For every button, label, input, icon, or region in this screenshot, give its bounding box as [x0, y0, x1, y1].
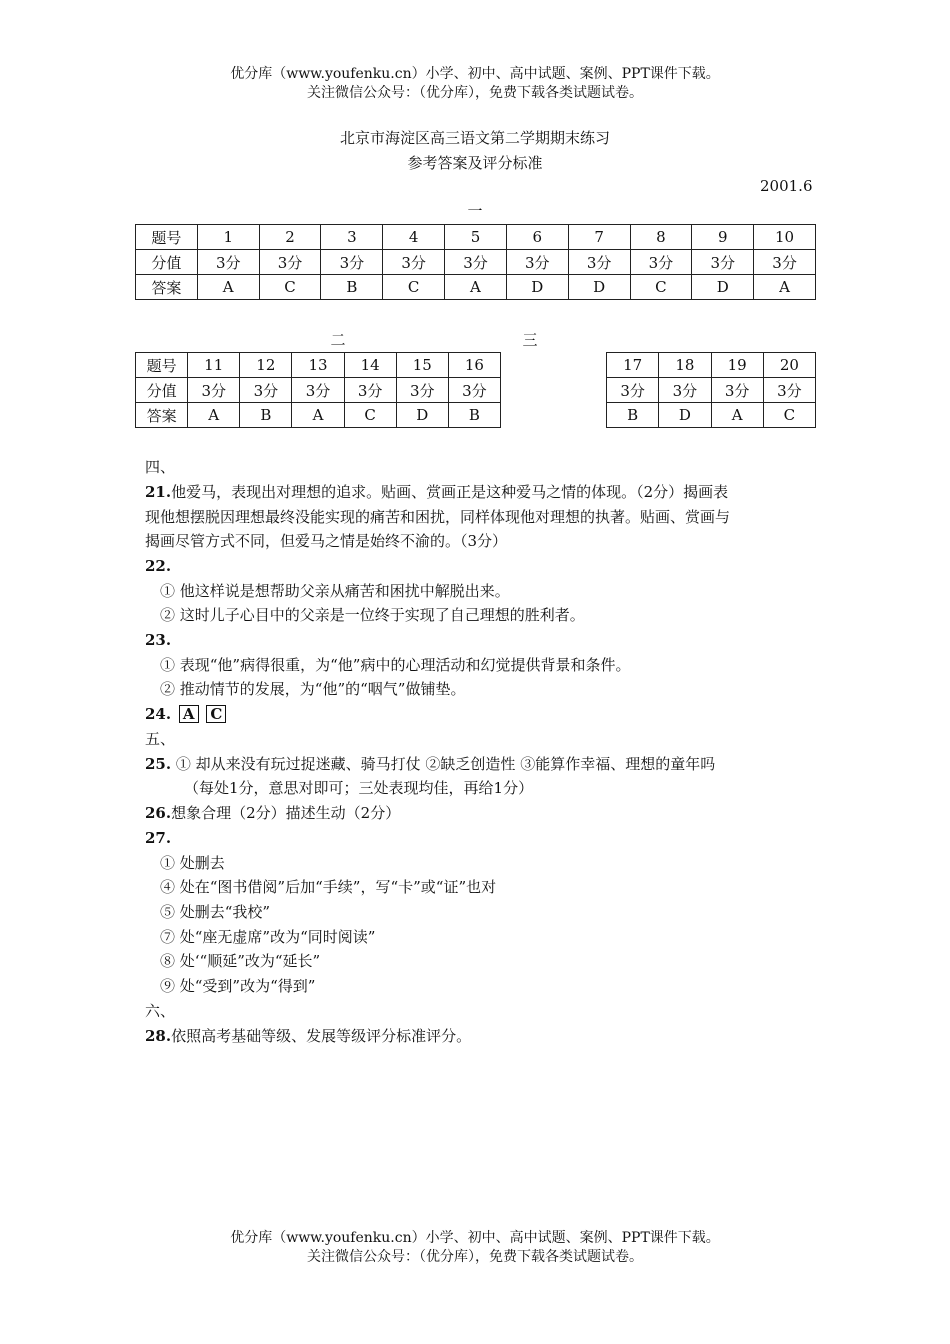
table-cell: 3分 — [763, 378, 815, 403]
question-number: 25. — [145, 755, 172, 773]
table-cell: 20 — [763, 353, 815, 378]
table-cell: 3分 — [292, 378, 344, 403]
table-cell: 3分 — [383, 250, 445, 275]
table-cell: D — [506, 275, 568, 300]
table-cell: 3分 — [197, 250, 259, 275]
table-cell: 9 — [692, 225, 754, 250]
table-cell: 17 — [607, 353, 659, 378]
page-subtitle: 参考答案及评分标准 — [407, 154, 543, 172]
table-cell: C — [383, 275, 445, 300]
table-cell: B — [448, 403, 500, 428]
answer-text: 他爱马，表现出对理想的追求。贴画、赏画正是这种爱马之情的体现。（2分）揭画表 — [171, 483, 729, 501]
section-2-label: 二 — [330, 331, 346, 349]
q27-item: ⑤ 处删去“我校” — [160, 903, 271, 921]
section-6-label: 六、 — [145, 1002, 176, 1020]
q27-item: ⑦ 处“座无虚席”改为“同时阅读” — [160, 928, 376, 946]
row-label: 分值 — [136, 250, 198, 275]
answer-text: ① 却从来没有玩过捉迷藏、骑马打仗 ②缺乏创造性 ③能算作幸福、理想的童年吗 — [175, 755, 716, 773]
page-title: 北京市海淀区高三语文第二学期期末练习 — [339, 129, 610, 147]
q21-line-1 — [145, 480, 728, 505]
table-cell: B — [321, 275, 383, 300]
table-cell: 3分 — [607, 378, 659, 403]
section-1-label: 一 — [467, 202, 483, 220]
table-cell: 3 — [321, 225, 383, 250]
q23-number: 23. — [145, 631, 172, 649]
table-cell: 1 — [197, 225, 259, 250]
table-row — [136, 353, 501, 378]
table-cell: 15 — [396, 353, 448, 378]
q27-item: ④ 处在“图书借阅”后加“手续”，写“卡”或“证”也对 — [160, 878, 497, 896]
table-cell: 3分 — [445, 250, 507, 275]
table-row — [136, 275, 816, 300]
section-5-label: 五、 — [145, 730, 176, 748]
footer-line-1: 优分库（www.youfenku.cn）小学、初中、高中试题、案例、PPT课件下载。 — [230, 1230, 720, 1246]
boxed-answer: A — [179, 705, 199, 723]
q22-answer-1: ① 他这样说是想帮助父亲从痛苦和困扰中解脱出来。 — [160, 582, 510, 600]
table-cell: C — [630, 275, 692, 300]
table-cell: 3分 — [506, 250, 568, 275]
table-cell: A — [197, 275, 259, 300]
table-cell: 3分 — [448, 378, 500, 403]
q24-line — [145, 702, 226, 727]
table-cell: 11 — [188, 353, 240, 378]
table-cell: A — [754, 275, 816, 300]
table-cell: 3分 — [259, 250, 321, 275]
question-number: 26. — [145, 804, 172, 822]
table-cell: 5 — [445, 225, 507, 250]
row-label: 答案 — [136, 275, 198, 300]
table-cell: D — [396, 403, 448, 428]
table-row — [136, 225, 816, 250]
answer-table-1 — [135, 224, 816, 300]
question-number: 21. — [145, 483, 172, 501]
answer-table-2 — [135, 352, 501, 428]
header-line-1: 优分库（www.youfenku.cn）小学、初中、高中试题、案例、PPT课件下载。 — [230, 66, 720, 82]
table-cell: D — [692, 275, 754, 300]
table-cell: 6 — [506, 225, 568, 250]
table-row — [136, 250, 816, 275]
q21-line-2: 现他想摆脱因理想最终没能实现的痛苦和困扰，同样体现他对理想的执著。贴画、赏画与 — [145, 508, 731, 526]
footer-line-2: 关注微信公众号：（优分库），免费下载各类试题试卷。 — [307, 1249, 643, 1265]
section-3-label: 三 — [522, 331, 538, 349]
q27-item: ⑧ 处‘“顺延”改为“延长” — [160, 952, 321, 970]
table-cell: D — [568, 275, 630, 300]
q27-item: ⑨ 处“受到”改为“得到” — [160, 977, 316, 995]
table-cell: 3分 — [692, 250, 754, 275]
row-label: 分值 — [136, 378, 188, 403]
q25-line-1 — [145, 752, 715, 777]
date-label: 2001.6 — [760, 177, 813, 195]
table-row — [136, 378, 501, 403]
table-cell: 3分 — [396, 378, 448, 403]
table-cell: 2 — [259, 225, 321, 250]
table-cell: C — [344, 403, 396, 428]
q22-answer-2: ② 这时儿子心目中的父亲是一位终于实现了自己理想的胜利者。 — [160, 606, 585, 624]
table-cell: 3分 — [711, 378, 763, 403]
table-row — [607, 403, 816, 428]
table-cell: 13 — [292, 353, 344, 378]
table-cell: A — [188, 403, 240, 428]
table-cell: 18 — [659, 353, 711, 378]
table-row — [607, 378, 816, 403]
table-cell: B — [607, 403, 659, 428]
table-cell: 3分 — [188, 378, 240, 403]
q25-line-2: （每处1分，意思对即可；三处表现均佳，再给1分） — [184, 779, 534, 797]
table-cell: 3分 — [321, 250, 383, 275]
table-cell: 10 — [754, 225, 816, 250]
q27-item: ① 处删去 — [160, 854, 225, 872]
table-cell: 3分 — [568, 250, 630, 275]
table-cell: 14 — [344, 353, 396, 378]
boxed-answer: C — [206, 705, 226, 723]
q21-line-3: 揭画尽管方式不同，但爱马之情是始终不渝的。（3分） — [145, 532, 508, 550]
table-cell: C — [763, 403, 815, 428]
q27-number: 27. — [145, 829, 172, 847]
row-label: 题号 — [136, 353, 188, 378]
answer-text: 依照高考基础等级、发展等级评分标准评分。 — [171, 1027, 472, 1045]
table-row — [136, 403, 501, 428]
table-cell: A — [292, 403, 344, 428]
answer-table-3 — [606, 352, 816, 428]
table-cell: 4 — [383, 225, 445, 250]
section-4-label: 四、 — [145, 458, 176, 476]
q23-answer-2: ② 推动情节的发展，为“他”的“咽气”做铺垫。 — [160, 680, 466, 698]
table-cell: 8 — [630, 225, 692, 250]
answer-text: 想象合理（2分）描述生动（2分） — [171, 804, 401, 822]
header-line-2: 关注微信公众号：（优分库），免费下载各类试题试卷。 — [307, 85, 643, 101]
table-cell: 3分 — [240, 378, 292, 403]
table-cell: 7 — [568, 225, 630, 250]
table-cell: B — [240, 403, 292, 428]
table-cell: 3分 — [344, 378, 396, 403]
q22-number: 22. — [145, 557, 172, 575]
question-number: 28. — [145, 1027, 172, 1045]
question-number: 24. — [145, 705, 172, 723]
table-cell: 3分 — [630, 250, 692, 275]
row-label: 答案 — [136, 403, 188, 428]
table-row — [607, 353, 816, 378]
table-cell: 12 — [240, 353, 292, 378]
q28-line — [145, 1024, 471, 1049]
table-cell: A — [445, 275, 507, 300]
table-cell: 3分 — [754, 250, 816, 275]
table-cell: 16 — [448, 353, 500, 378]
table-cell: 3分 — [659, 378, 711, 403]
table-cell: C — [259, 275, 321, 300]
table-cell: D — [659, 403, 711, 428]
table-cell: A — [711, 403, 763, 428]
q26-line — [145, 801, 400, 826]
table-cell: 19 — [711, 353, 763, 378]
row-label: 题号 — [136, 225, 198, 250]
q23-answer-1: ① 表现“他”病得很重，为“他”病中的心理活动和幻觉提供背景和条件。 — [160, 656, 631, 674]
